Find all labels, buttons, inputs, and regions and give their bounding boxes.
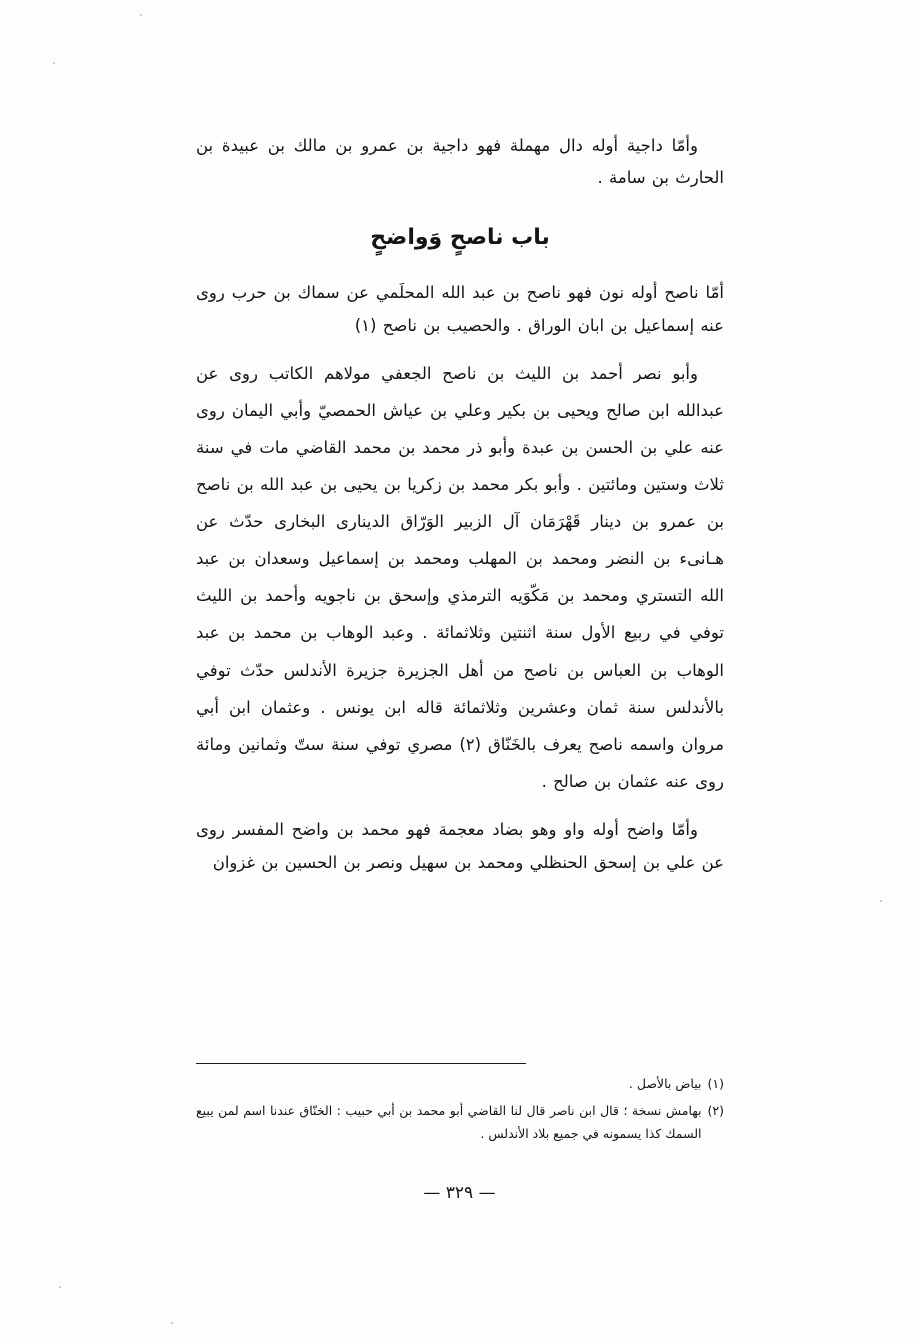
page-body (196, 130, 724, 892)
paragraph-intro: وأمّا داجية أوله دال مهملة فهو داجية بن عمرو بن مالك بن عبيدة بن الحارث بن سامة . (196, 136, 724, 188)
paragraph-nasih-biographies: وأبو نصر أحمد بن الليث بن ناصح الجعفي مولاهم الكاتب روى عن عبدالله ابن صالح ويحيى بن بكير وعلي بن عياش الحمصيّ وأبي اليمان روى عنه علي بن الحسن بن عبدة وأبو ذر محمد بن محمد القاضي مات في سنة ثلاث وستين ومائتين . وأبو بكر محمد بن زكريا بن يحيى بن عبد الله بن ناصح بن عمرو بن دينار قَهْرَمَان آل الزبير الوَرّاق الدينارى البخارى حدّث عن هـانىء بن النضر ومحمد بن المهلب ومحمد بن إسماعيل وسعدان بن عبد الله التستري ومحمد بن مَكّوَيه الترمذي وإسحق بن ناجويه وأحمد بن الليث توفي في ربيع الأول سنة اثنتين وثلاثمائة . وعبد الوهاب بن محمد بن عبد الوهاب بن العباس بن ناصح من أهل الجزيرة جزيرة الأندلس حدّث توفي بالأندلس سنة ثمان وعشرين وثلاثمائة قاله ابن يونس . وعثمان ابن أبي مروان واسمه ناصح يعرف بالخَنّاق (٢) مصري توفي سنة ستّ وثمانين ومائة روى عنه عثمان بن صالح . (196, 363, 724, 791)
footnote-item (196, 1099, 724, 1145)
footnote-text: بهامش نسخة ؛ قال ابن ناصر قال لنا القاضي أبو محمد بن أبي حبيب : الخنّاق عندنا اسم لمن يبيع السمك كذا يسمونه في جميع بلاد الأندلس . (196, 1103, 702, 1142)
footnote-text: بياض بالأصل . (628, 1076, 702, 1091)
footnotes-section (196, 1072, 724, 1149)
paragraph-nasih-opening: أمّا ناصح أوله نون فهو ناصح بن عبد الله المحلَمي عن سماك بن حرب روى عنه إسماعيل بن ابان الوراق . والحصيب بن ناصح (١) (196, 282, 724, 335)
scan-speckle (59, 1286, 61, 1288)
scan-speckle (171, 1322, 173, 1324)
scan-speckle (53, 62, 55, 64)
paragraph-wadih: وأمّا واضح أوله واو وهو بضاد معجمة فهو محمد بن واضح المفسر روى عن علي بن إسحق الحنظلي ومحمد بن سهيل ونصر بن الحسين بن غزوان (196, 820, 724, 873)
footnote-item (196, 1072, 724, 1095)
page-number: — ٣٢٩ — (423, 1183, 496, 1203)
footnote-divider (196, 1063, 526, 1064)
footnote-marker: (١) (707, 1076, 724, 1091)
footnote-marker: (٢) (707, 1103, 724, 1119)
scan-speckle (140, 14, 142, 16)
chapter-heading: باب ناصحٍ وَواضحٍ (370, 225, 550, 251)
scan-speckle (880, 900, 882, 902)
